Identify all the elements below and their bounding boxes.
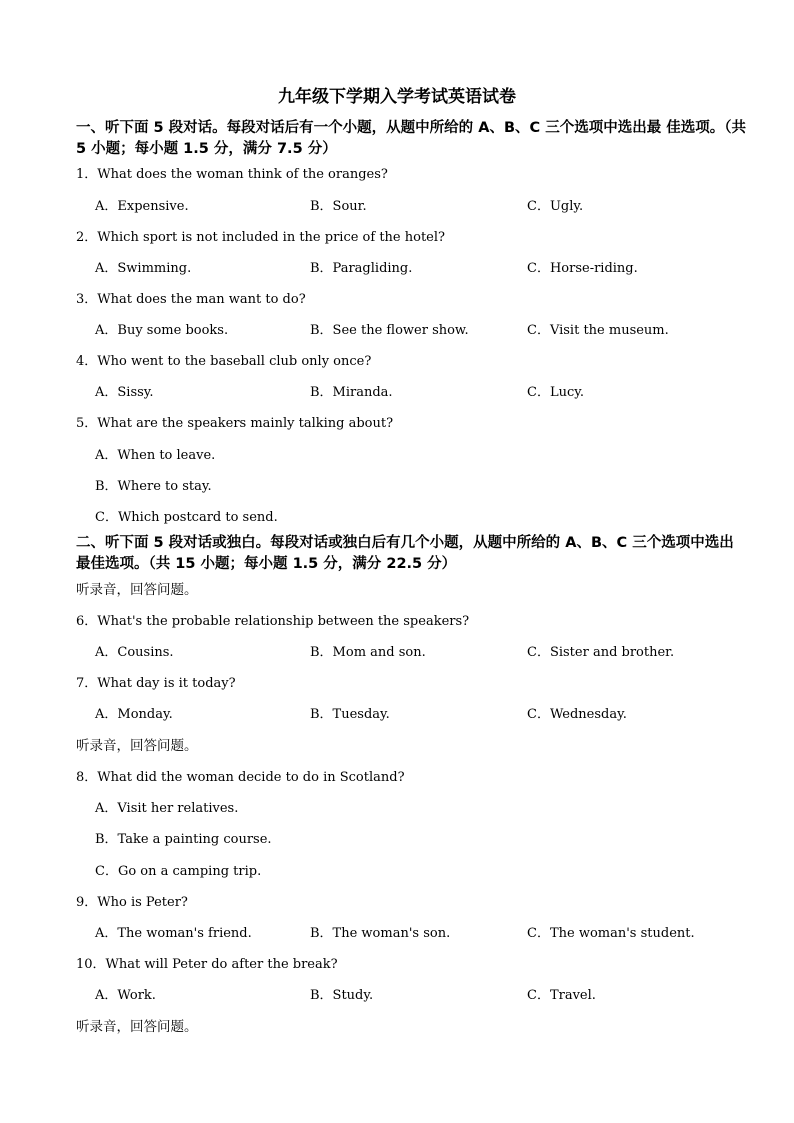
q2-option-c: C．Horse-riding. [527,261,638,276]
q1-option-a: A．Expensive. [95,199,189,214]
question-3: 3．What does the man want to do? [76,292,306,307]
listen-prompt-2: 听录音，回答问题。 [76,738,198,754]
q7-option-a: A．Monday. [95,707,173,722]
question-2: 2．Which sport is not included in the price of the hotel? [76,230,445,245]
q3-option-b: B．See the flower show. [310,323,469,338]
q4-option-b: B．Miranda. [310,385,393,400]
q2-option-b: B．Paragliding. [310,261,413,276]
exam-title: 九年级下学期入学考试英语试卷 [278,87,516,107]
q4-option-c: C．Lucy. [527,385,584,400]
q6-option-b: B．Mom and son. [310,645,426,660]
q5-option-c: C．Which postcard to send. [95,510,278,525]
q1-option-b: B．Sour. [310,199,367,214]
q4-option-a: A．Sissy. [95,385,154,400]
question-9: 9．Who is Peter? [76,895,188,910]
question-1: 1．What does the woman think of the oranges? [76,167,388,182]
q8-option-a: A．Visit her relatives. [95,801,239,816]
q2-option-a: A．Swimming. [95,261,192,276]
q10-option-a: A．Work. [95,988,156,1003]
q10-option-c: C．Travel. [527,988,596,1003]
question-4: 4．Who went to the baseball club only once? [76,354,372,369]
q7-option-b: B．Tuesday. [310,707,390,722]
q3-option-a: A．Buy some books. [95,323,229,338]
question-6: 6．What's the probable relationship between the speakers? [76,614,470,629]
q10-option-b: B．Study. [310,988,374,1003]
q5-option-a: A．When to leave. [95,448,216,463]
q9-option-c: C．The woman's student. [527,926,695,941]
q8-option-b: B．Take a painting course. [95,832,272,847]
question-5: 5．What are the speakers mainly talking about? [76,416,394,431]
section-1-heading: 一、听下面 5 段对话。每段对话后有一个小题，从题中所给的 A、B、C 三个选项中选出最 佳选项。（共 5 小题；每小题 1.5 分，满分 7.5 分） [76,120,746,157]
q3-option-c: C．Visit the museum. [527,323,669,338]
q8-option-c: C．Go on a camping trip. [95,864,262,879]
listen-prompt-3: 听录音，回答问题。 [76,1019,198,1035]
question-8: 8．What did the woman decide to do in Scotland? [76,770,405,785]
section-2-heading: 二、听下面 5 段对话或独白。每段对话或独白后有几个小题，从题中所给的 A、B、C 三个选项中选出最佳选项。（共 15 小题；每小题 1.5 分，满分 22.5 分） [76,535,734,572]
question-7: 7．What day is it today? [76,676,236,691]
listen-prompt-1: 听录音，回答问题。 [76,582,198,598]
q1-option-c: C．Ugly. [527,199,584,214]
q9-option-b: B．The woman's son. [310,926,451,941]
question-10: 10．What will Peter do after the break? [76,957,338,972]
q5-option-b: B．Where to stay. [95,479,212,494]
q7-option-c: C．Wednesday. [527,707,627,722]
q6-option-a: A．Cousins. [95,645,174,660]
q6-option-c: C．Sister and brother. [527,645,675,660]
q9-option-a: A．The woman's friend. [95,926,252,941]
